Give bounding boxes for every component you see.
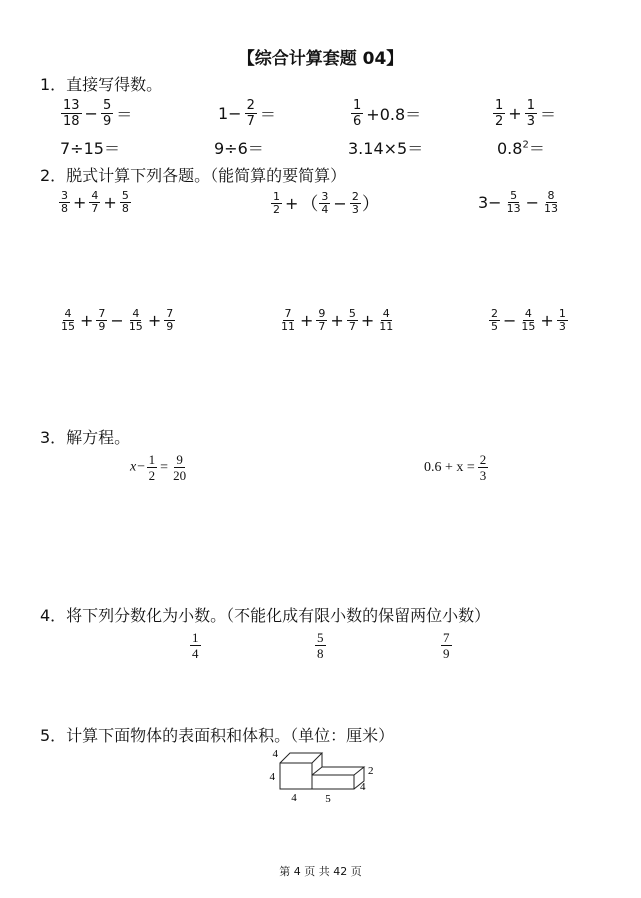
page-title: 【综合计算套题 04】: [237, 49, 404, 69]
q2-item-c: 3− $\frac{5}{13}$ − $\frac{8}{13}$: [478, 189, 558, 215]
section-2-heading: 2．脱式计算下列各题。（能简算的要简算）: [40, 166, 347, 185]
label-height-top: 4: [272, 748, 278, 760]
label-height-right: 2: [368, 765, 374, 777]
fraction: $\frac{13}{18}$: [63, 98, 80, 129]
fraction: $\frac{4}{15}$: [521, 307, 536, 333]
fraction: $\frac{1}{2}$: [495, 98, 504, 129]
equation-a: x− $\frac{1}{2}$ = $\frac{9}{20}$: [130, 452, 187, 483]
fraction: $\frac{2}{5}$: [491, 307, 498, 333]
section-1-heading: 1．直接写得数。: [40, 75, 163, 94]
fraction: $\frac{4}{11}$: [379, 307, 394, 333]
fraction: $\frac{5}{8}$: [121, 189, 129, 215]
fraction: $\frac{1}{2}$: [148, 452, 156, 483]
fraction: $\frac{2}{3}$: [479, 452, 487, 483]
q4-fraction-1: $\frac{1}{4}$: [192, 630, 199, 661]
fraction: $\frac{2}{3}$: [351, 189, 359, 216]
label-width-right: 5: [325, 793, 331, 805]
label-depth-right: 4: [360, 781, 366, 793]
q1-item-h: $0.8^2=$: [497, 139, 545, 158]
fraction: $\frac{5}{13}$: [506, 189, 521, 215]
fraction: $\frac{1}{3}$: [558, 307, 566, 333]
section-4-heading: 4．将下列分数化为小数。（不能化成有限小数的保留两位小数）: [40, 606, 491, 625]
q1-item-f: 9÷6＝: [214, 139, 264, 158]
fraction: $\frac{7}{9}$: [166, 307, 174, 333]
fraction: $\frac{4}{15}$: [128, 307, 143, 333]
q1-item-c: $\frac{1}{6}$ +0.8＝: [353, 98, 422, 129]
equation-b: 0.6 + x = $\frac{2}{3}$: [424, 452, 487, 483]
fraction: $\frac{5}{7}$: [348, 307, 356, 333]
fraction: $\frac{4}{7}$: [91, 189, 99, 215]
q1-item-g: 3.14×5＝: [348, 139, 424, 158]
fraction: $\frac{2}{7}$: [246, 98, 255, 129]
q4-fraction-2: $\frac{5}{8}$: [317, 630, 324, 661]
fraction: $\frac{9}{7}$: [318, 307, 326, 333]
fraction: $\frac{4}{15}$: [61, 307, 75, 333]
fraction: $\frac{3}{8}$: [61, 189, 68, 215]
q2-item-f: $\frac{2}{5}$ − $\frac{4}{15}$ + $\frac{1}{3}$: [491, 307, 566, 333]
fraction: $\frac{7}{9}$: [98, 307, 106, 333]
fraction: $\frac{1}{2}$: [273, 189, 280, 216]
label-height-left: 4: [269, 771, 275, 783]
q2-item-b: $\frac{1}{2}$ + （ $\frac{3}{4}$ − $\frac{2}{3}$ ）: [273, 189, 380, 216]
fraction: $\frac{9}{20}$: [173, 452, 187, 483]
q2-item-e: $\frac{7}{11}$ + $\frac{9}{7}$ + $\frac{5}{7}$ + $\frac{4}{11}$: [281, 307, 394, 333]
q1-item-b: 1− $\frac{2}{7}$ ＝: [218, 98, 276, 129]
q4-fraction-3: $\frac{7}{9}$: [443, 630, 450, 661]
cuboid-figure: [262, 745, 382, 807]
q1-item-e: 7÷15＝: [60, 139, 120, 158]
fraction: $\frac{8}{13}$: [544, 189, 558, 215]
q2-item-a: $\frac{3}{8}$ + $\frac{4}{7}$ + $\frac{5}{8}$: [61, 189, 129, 215]
fraction: $\frac{3}{4}$: [321, 189, 329, 216]
fraction: $\frac{1}{3}$: [526, 98, 535, 129]
page-footer: 第 4 页 共 42 页: [279, 865, 362, 878]
fraction: $\frac{7}{11}$: [281, 307, 295, 333]
q1-item-d: $\frac{1}{2}$ + $\frac{1}{3}$ ＝: [495, 98, 556, 129]
fraction: $\frac{5}{9}$: [102, 98, 112, 129]
section-5-heading: 5．计算下面物体的表面积和体积。（单位：厘米）: [40, 726, 395, 745]
q1-item-a: $\frac{13}{18}$ − $\frac{5}{9}$ ＝: [63, 98, 133, 129]
q2-item-d: $\frac{4}{15}$ + $\frac{7}{9}$ − $\frac{4}{15}$ + $\frac{7}{9}$: [61, 307, 174, 333]
fraction: $\frac{1}{6}$: [353, 98, 362, 129]
section-3-heading: 3．解方程。: [40, 428, 131, 447]
label-width-left: 4: [291, 792, 297, 804]
